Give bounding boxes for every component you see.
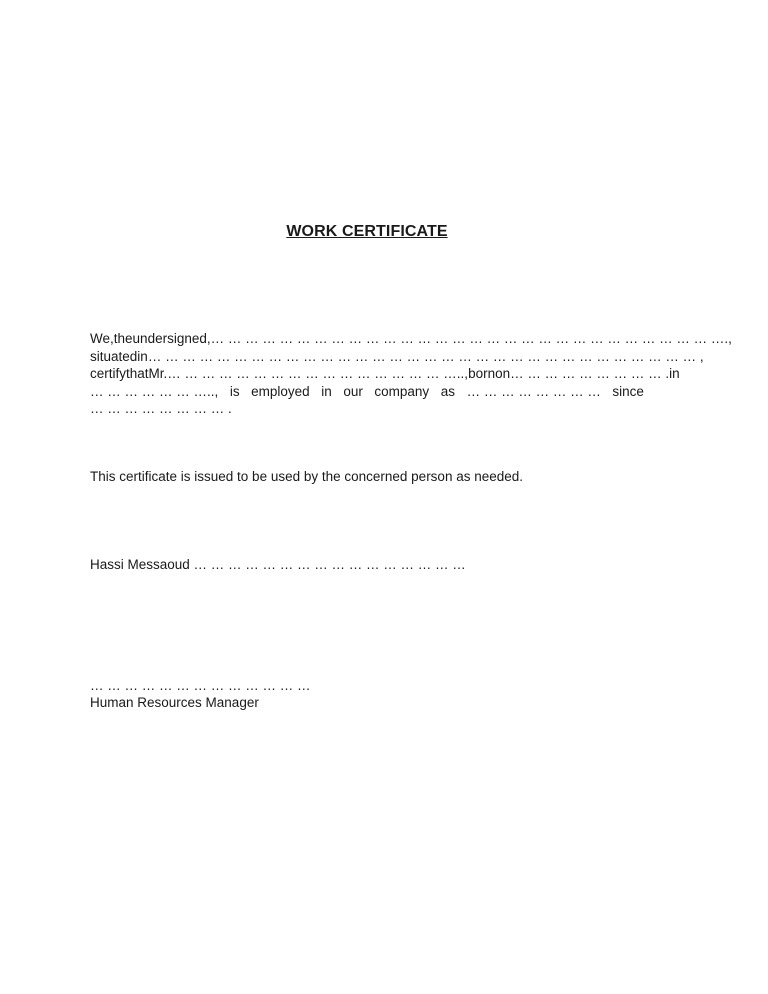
word: certify <box>90 366 127 381</box>
word: situated <box>90 348 138 364</box>
job-title-blank: … … … … … … … … <box>466 383 601 399</box>
birth-date-blank: … … … … … … … … … . <box>510 366 670 381</box>
word: our <box>343 383 363 399</box>
start-date-blank: … … … … … … … … . <box>90 401 232 416</box>
word: undersigned, <box>132 331 211 346</box>
employee-name-blank: … … … … … … … … … … … … … … … … ….., <box>167 366 469 381</box>
paragraph-line-3 <box>90 365 680 383</box>
signature-line: … … … … … … … … … … … … … <box>90 678 311 693</box>
paragraph-line-1 <box>90 330 732 348</box>
word: employed <box>251 383 310 399</box>
word: in <box>137 348 148 364</box>
word: in <box>669 366 680 381</box>
purpose-paragraph: This certificate is issued to be used by the concerned person as needed. <box>90 469 524 484</box>
word: is <box>229 383 240 399</box>
document-title: WORK CERTIFICATE <box>286 223 448 240</box>
certification-paragraph <box>90 330 732 418</box>
paragraph-line-5 <box>90 400 644 418</box>
signature-title: Human Resources Manager <box>90 695 259 710</box>
paragraph-line-4 <box>90 383 644 401</box>
word: since <box>612 383 644 399</box>
word: the <box>113 331 133 346</box>
word: company <box>374 383 430 399</box>
company-name-blank: … … … … … … … … … … … … … … … … … … … … … … … … … … … … … …., <box>210 331 732 346</box>
word: as <box>440 383 456 399</box>
place-line: Hassi Messaoud … … … … … … … … … … … … … … … … <box>90 557 466 572</box>
word: born <box>468 366 496 381</box>
word: on <box>495 366 511 381</box>
paragraph-line-2 <box>90 348 704 366</box>
word: We, <box>90 331 114 346</box>
company-address-blank: … … … … … … … … … … … … … … … … … … … … … … … … … … … … … … … … , <box>147 348 704 364</box>
word: Mr. <box>148 366 168 381</box>
word: that <box>126 366 149 381</box>
word: in <box>321 383 332 399</box>
birth-place-blank: … … … … … … ….., <box>90 383 219 399</box>
